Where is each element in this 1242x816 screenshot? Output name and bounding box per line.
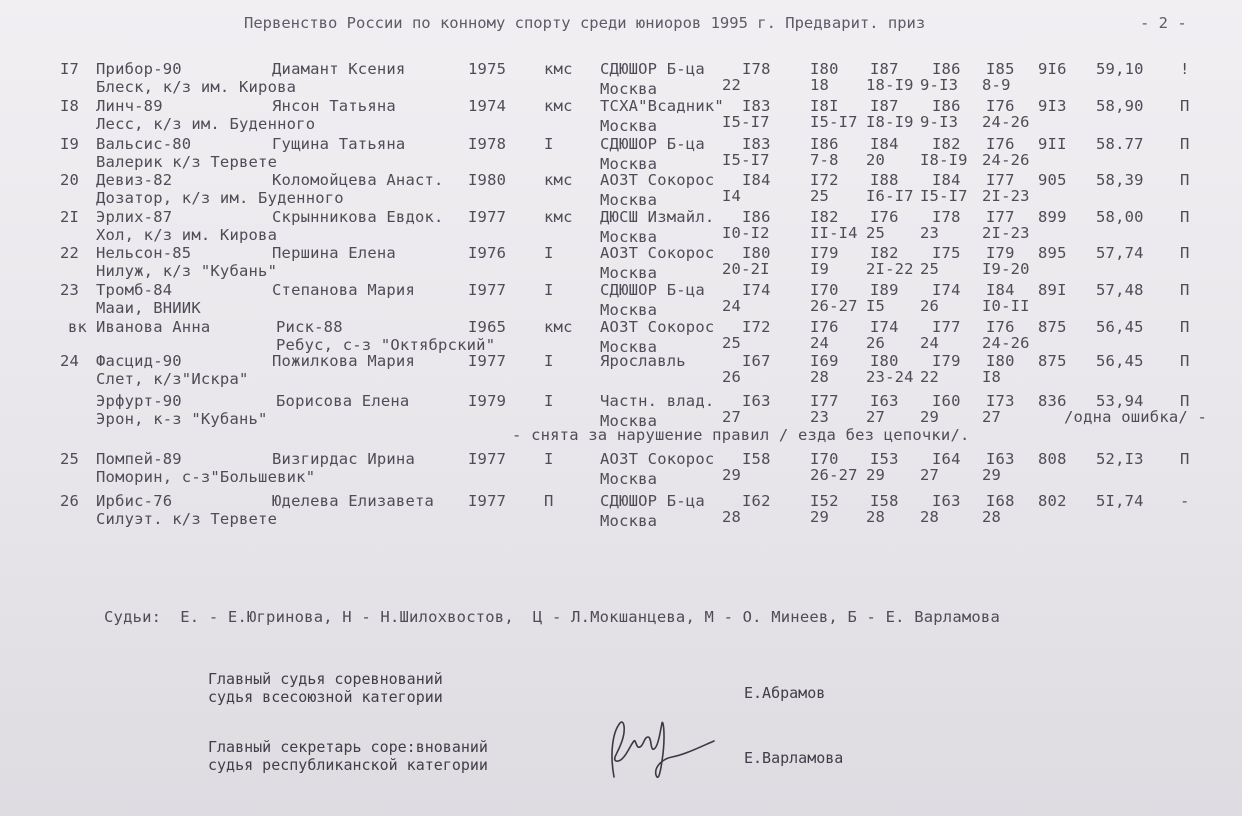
entry-placing-p3: 29 [866, 466, 886, 484]
entry-s1: I86 [742, 208, 771, 226]
entry-s5: I63 [986, 450, 1015, 468]
entry-placing-p5: I8 [982, 368, 1002, 386]
disqualification-note: - снята за нарушение правил / езда без цепочки/. [512, 426, 970, 444]
entry-total: 905 [1038, 171, 1067, 189]
entry-placing-p4: I8-I9 [920, 151, 968, 169]
entry-placing-p5: 24-26 [982, 113, 1030, 131]
entry-club: АОЗТ Сокорос [600, 318, 715, 336]
entry-year: 1974 [468, 97, 507, 115]
entry-placing-p2: 28 [810, 368, 830, 386]
entry-s1: I74 [742, 281, 771, 299]
entry-rank: I [544, 244, 554, 262]
entry-rank: кмс [544, 60, 573, 78]
entry-city: Москва [600, 155, 658, 173]
entry-placing-p3: I8-I9 [866, 113, 914, 131]
entry-placing-p5: I9-20 [982, 260, 1030, 278]
entry-place: 22 [60, 244, 80, 262]
entry-s3: I74 [870, 318, 899, 336]
entry-pct: 5I,74 [1096, 492, 1144, 510]
entry-total: 9I6 [1038, 60, 1067, 78]
entry-place: 24 [60, 352, 80, 370]
entry-horse: Вальсис-80 [96, 135, 192, 153]
entry-s4: I77 [932, 318, 961, 336]
entry-placing-p1: I0-I2 [722, 224, 770, 242]
entry-rank: кмс [544, 97, 573, 115]
entry-club: АОЗТ Сокорос [600, 244, 715, 262]
entry-year: I977 [468, 352, 507, 370]
entry-s2: I70 [810, 281, 839, 299]
chief-judge-name: Е.Абрамов [744, 684, 826, 702]
entry-placing-p1: 24 [722, 297, 742, 315]
entry-place: 23 [60, 281, 80, 299]
entry-placing-p2: 7-8 [810, 151, 839, 169]
entry-club: АОЗТ Сокорос [600, 450, 715, 468]
entry-s4: I64 [932, 450, 961, 468]
entry-pct: 58,90 [1096, 97, 1144, 115]
entry-rank: I [544, 281, 554, 299]
entry-placing-p1: I4 [722, 187, 742, 205]
entry-club: Частн. влад. [600, 392, 715, 410]
entry-rider: Иванова Анна [96, 318, 211, 336]
entry-pct: 58.77 [1096, 135, 1144, 153]
entry-placing-p2: 18 [810, 76, 830, 94]
entry-s1: I72 [742, 318, 771, 336]
entry-placing-p2: 24 [810, 334, 830, 352]
entry-placing-p5: 24-26 [982, 151, 1030, 169]
entry-s2: I8I [810, 97, 839, 115]
entry-placing-p4: 25 [920, 260, 940, 278]
entry-placing-p1: I5-I7 [722, 113, 770, 131]
entry-s5: I76 [986, 135, 1015, 153]
entry-s2: I69 [810, 352, 839, 370]
entry-s1: I63 [742, 392, 771, 410]
entry-horse: Помпей-89 [96, 450, 182, 468]
entry-s4: I86 [932, 60, 961, 78]
entry-s5: I77 [986, 208, 1015, 226]
entry-city: Москва [600, 264, 658, 282]
entry-placing-p5: 27 [982, 408, 1002, 426]
entry-rank: кмс [544, 208, 573, 226]
entry-rider: Коломойцева Анаст. [272, 171, 444, 189]
entry-total: 836 [1038, 392, 1067, 410]
entry-placing-p4: I5-I7 [920, 187, 968, 205]
entry-s5: I73 [986, 392, 1015, 410]
entry-city: Москва [600, 412, 658, 430]
entry-s1: I83 [742, 135, 771, 153]
entry-placing-p3: 25 [866, 224, 886, 242]
entry-year: I977 [468, 450, 507, 468]
entry-year: I965 [468, 318, 507, 336]
entry-s3: I63 [870, 392, 899, 410]
entry-rider: Диамант Ксения [272, 60, 406, 78]
entry-placing-p3: 2I-22 [866, 260, 914, 278]
entry-horse-line2: Ребус, с-з "Октябрский" [276, 336, 496, 354]
entry-s5: I80 [986, 352, 1015, 370]
entry-placing-p4: 23 [920, 224, 940, 242]
entry-s3: I58 [870, 492, 899, 510]
entry-total: 9II [1038, 135, 1067, 153]
entry-s1: I58 [742, 450, 771, 468]
entry-rank: I [544, 450, 554, 468]
entry-placing-p5: 29 [982, 466, 1002, 484]
entry-place: I8 [60, 97, 80, 115]
entry-placing-p2: II-I4 [810, 224, 858, 242]
entry-placing-p1: 25 [722, 334, 742, 352]
entry-horse: Эрфурт-90 [96, 392, 182, 410]
entry-s3: I87 [870, 60, 899, 78]
entry-s1: I78 [742, 60, 771, 78]
chief-secretary-title-1: Главный секретарь соре:внований [208, 738, 488, 756]
entry-place: вк [68, 318, 88, 336]
entry-s2: I76 [810, 318, 839, 336]
entry-horse-line2: Хол, к/з им. Кирова [96, 226, 278, 244]
entry-mark: П [1180, 352, 1190, 370]
entry-rider: Пожилкова Мария [272, 352, 415, 370]
entry-horse: Девиз-82 [96, 171, 173, 189]
entry-city: Москва [600, 301, 658, 319]
entry-placing-p1: 26 [722, 368, 742, 386]
entry-city: Москва [600, 512, 658, 530]
entry-mark: П [1180, 450, 1190, 468]
entry-s2: I72 [810, 171, 839, 189]
entry-place: 25 [60, 450, 80, 468]
entry-horse: Ирбис-76 [96, 492, 173, 510]
entry-placing-p1: 28 [722, 508, 742, 526]
entry-placing-p2: 26-27 [810, 466, 858, 484]
entry-placing-p5: 24-26 [982, 334, 1030, 352]
page-number: - 2 - [1140, 14, 1187, 32]
entry-year: I977 [468, 208, 507, 226]
entry-placing-p3: 20 [866, 151, 886, 169]
entry-horse-line2: Блеск, к/з им. Кирова [96, 78, 297, 96]
entry-horse-line2: Эрон, к-з "Кубань" [96, 410, 268, 428]
entry-placing-p1: 22 [722, 76, 742, 94]
entry-pct: 53,94 [1096, 392, 1144, 410]
entry-placing-p5: 2I-23 [982, 224, 1030, 242]
entry-place: 2I [60, 208, 80, 226]
entry-s1: I83 [742, 97, 771, 115]
entry-horse-line2: Мааи, ВНИИК [96, 299, 201, 317]
entry-s4: I60 [932, 392, 961, 410]
entry-rank: П [544, 492, 554, 510]
entry-placing-p4: 26 [920, 297, 940, 315]
entry-rank: кмс [544, 318, 573, 336]
entry-s1: I62 [742, 492, 771, 510]
entry-placing-p5: I0-II [982, 297, 1030, 315]
entry-note: /одна ошибка/ - [1064, 408, 1207, 426]
entry-rank: кмс [544, 171, 573, 189]
entry-rider: Степанова Мария [272, 281, 415, 299]
entry-s4: I86 [932, 97, 961, 115]
judges-line: Судьи: Е. - Е.Югринова, Н - Н.Шилохвостов, Ц - Л.Мокшанцева, М - О. Минеев, Б - Е. Варламова [104, 608, 1000, 626]
entry-placing-p1: 20-2I [722, 260, 770, 278]
entry-placing-p5: 28 [982, 508, 1002, 526]
entry-horse: Фасцид-90 [96, 352, 182, 370]
entry-rider: Визгирдас Ирина [272, 450, 415, 468]
entry-s5: I68 [986, 492, 1015, 510]
entry-rank: I [544, 352, 554, 370]
entry-club: СДЮШОР Б-ца [600, 281, 705, 299]
entry-s2: I80 [810, 60, 839, 78]
entry-pct: 52,I3 [1096, 450, 1144, 468]
entry-mark: ! [1180, 60, 1190, 78]
entry-s3: I53 [870, 450, 899, 468]
entry-placing-p1: 29 [722, 466, 742, 484]
entry-year: I976 [468, 244, 507, 262]
entry-placing-p3: 27 [866, 408, 886, 426]
entry-placing-p2: 26-27 [810, 297, 858, 315]
entry-pct: 57,74 [1096, 244, 1144, 262]
entry-mark: П [1180, 97, 1190, 115]
entry-placing-p1: 27 [722, 408, 742, 426]
entry-s2: I79 [810, 244, 839, 262]
entry-club: СДЮШОР Б-ца [600, 492, 705, 510]
entry-mark: П [1180, 135, 1190, 153]
entry-rank: I [544, 392, 554, 410]
entry-s2: I82 [810, 208, 839, 226]
entry-mark: П [1180, 281, 1190, 299]
entry-s4: I82 [932, 135, 961, 153]
entry-horse: Риск-88 [276, 318, 343, 336]
entry-total: 875 [1038, 318, 1067, 336]
entry-s3: I80 [870, 352, 899, 370]
entry-s2: I77 [810, 392, 839, 410]
chief-secretary-title-2: судья республиканской категории [208, 756, 488, 774]
entry-placing-p3: 26 [866, 334, 886, 352]
entry-rider: Першина Елена [272, 244, 396, 262]
entry-s3: I88 [870, 171, 899, 189]
entry-s3: I76 [870, 208, 899, 226]
entry-club: ТСХА"Всадник" [600, 97, 724, 115]
entry-horse: Нельсон-85 [96, 244, 192, 262]
entry-pct: 58,39 [1096, 171, 1144, 189]
entry-mark: П [1180, 208, 1190, 226]
entry-s1: I67 [742, 352, 771, 370]
entry-s2: I52 [810, 492, 839, 510]
entry-mark: П [1180, 318, 1190, 336]
entry-mark: - [1180, 492, 1190, 510]
entry-city: Москва [600, 80, 658, 98]
entry-s3: I89 [870, 281, 899, 299]
entry-placing-p4: 24 [920, 334, 940, 352]
entry-horse-line2: Слет, к/з"Искра" [96, 370, 249, 388]
entry-city: Москва [600, 191, 658, 209]
entry-pct: 59,10 [1096, 60, 1144, 78]
entry-placing-p2: 25 [810, 187, 830, 205]
entry-placing-p2: I5-I7 [810, 113, 858, 131]
chief-secretary-name: Е.Варламова [744, 749, 844, 767]
chief-judge-title-2: судья всесоюзной категории [208, 688, 443, 706]
entry-placing-p5: 8-9 [982, 76, 1011, 94]
entry-horse-line2: Силуэт. к/з Тервете [96, 510, 278, 528]
entry-year: 1975 [468, 60, 507, 78]
entry-horse-line2: Нилуж, к/з "Кубань" [96, 262, 278, 280]
entry-horse: Линч-89 [96, 97, 163, 115]
entry-city: Москва [600, 117, 658, 135]
entry-year: I979 [468, 392, 507, 410]
entry-horse-line2: Валерик к/з Тервете [96, 153, 278, 171]
entry-total: 899 [1038, 208, 1067, 226]
entry-s3: I82 [870, 244, 899, 262]
entry-club: АОЗТ Сокорос [600, 171, 715, 189]
entry-rider: Скрынникова Евдок. [272, 208, 444, 226]
handwritten-signature [600, 715, 720, 785]
entry-club: СДЮШОР Б-ца [600, 135, 705, 153]
entry-pct: 56,45 [1096, 318, 1144, 336]
entry-horse-line2: Поморин, с-з"Большевик" [96, 468, 316, 486]
entry-year: I977 [468, 281, 507, 299]
entry-pct: 57,48 [1096, 281, 1144, 299]
entry-total: 875 [1038, 352, 1067, 370]
entry-pct: 56,45 [1096, 352, 1144, 370]
entry-s1: I80 [742, 244, 771, 262]
entry-s4: I74 [932, 281, 961, 299]
chief-judge-title-1: Главный судья соревнований [208, 670, 443, 688]
entry-placing-p1: I5-I7 [722, 151, 770, 169]
entry-rider: Янсон Татьяна [272, 97, 396, 115]
entry-total: 895 [1038, 244, 1067, 262]
entry-placing-p3: I5 [866, 297, 886, 315]
entry-placing-p2: 29 [810, 508, 830, 526]
entry-placing-p4: 9-I3 [920, 76, 959, 94]
entry-s5: I76 [986, 318, 1015, 336]
entry-s1: I84 [742, 171, 771, 189]
entry-club: Ярославль [600, 352, 686, 370]
entry-placing-p2: 23 [810, 408, 830, 426]
entry-city: Москва [600, 338, 658, 356]
entry-rider: Юделева Елизавета [272, 492, 435, 510]
entry-s5: I79 [986, 244, 1015, 262]
entry-rank: I [544, 135, 554, 153]
entry-s5: I84 [986, 281, 1015, 299]
entry-place: 26 [60, 492, 80, 510]
entry-placing-p4: 22 [920, 368, 940, 386]
entry-s3: I87 [870, 97, 899, 115]
entry-club: ДЮСШ Измайл. [600, 208, 715, 226]
entry-placing-p5: 2I-23 [982, 187, 1030, 205]
entry-club: СДЮШОР Б-ца [600, 60, 705, 78]
entry-placing-p4: 28 [920, 508, 940, 526]
entry-s2: I70 [810, 450, 839, 468]
entry-place: I9 [60, 135, 80, 153]
entry-placing-p3: 18-I9 [866, 76, 914, 94]
entry-pct: 58,00 [1096, 208, 1144, 226]
entry-mark: П [1180, 244, 1190, 262]
entry-horse-line2: Лесс, к/з им. Буденного [96, 115, 316, 133]
entry-s4: I84 [932, 171, 961, 189]
entry-year: I977 [468, 492, 507, 510]
entry-placing-p4: 9-I3 [920, 113, 959, 131]
entry-mark: П [1180, 171, 1190, 189]
entry-horse-line2: Дозатор, к/з им. Буденного [96, 189, 344, 207]
entry-year: I980 [468, 171, 507, 189]
entry-placing-p4: 27 [920, 466, 940, 484]
entry-rider: Гущина Татьяна [272, 135, 406, 153]
entry-s3: I84 [870, 135, 899, 153]
entry-total: 89I [1038, 281, 1067, 299]
entry-placing-p3: I6-I7 [866, 187, 914, 205]
entry-horse: Эрлих-87 [96, 208, 173, 226]
entry-total: 9I3 [1038, 97, 1067, 115]
entry-city: Москва [600, 228, 658, 246]
entry-s4: I63 [932, 492, 961, 510]
entry-s4: I75 [932, 244, 961, 262]
entry-horse: Прибор-90 [96, 60, 182, 78]
entry-total: 802 [1038, 492, 1067, 510]
entry-year: I978 [468, 135, 507, 153]
entry-placing-p3: 23-24 [866, 368, 914, 386]
entry-rider: Борисова Елена [276, 392, 410, 410]
page-title: Первенство России по конному спорту среди юниоров 1995 г. Предварит. приз [244, 14, 926, 32]
entry-place: 20 [60, 171, 80, 189]
entry-s5: I76 [986, 97, 1015, 115]
entry-s4: I78 [932, 208, 961, 226]
entry-placing-p3: 28 [866, 508, 886, 526]
entry-place: I7 [60, 60, 80, 78]
entry-s5: I85 [986, 60, 1015, 78]
entry-horse: Тромб-84 [96, 281, 173, 299]
entry-placing-p4: 29 [920, 408, 940, 426]
entry-placing-p2: I9 [810, 260, 830, 278]
entry-s2: I86 [810, 135, 839, 153]
entry-mark: П [1180, 392, 1190, 410]
entry-s4: I79 [932, 352, 961, 370]
entry-total: 808 [1038, 450, 1067, 468]
entry-s5: I77 [986, 171, 1015, 189]
entry-city: Москва [600, 470, 658, 488]
